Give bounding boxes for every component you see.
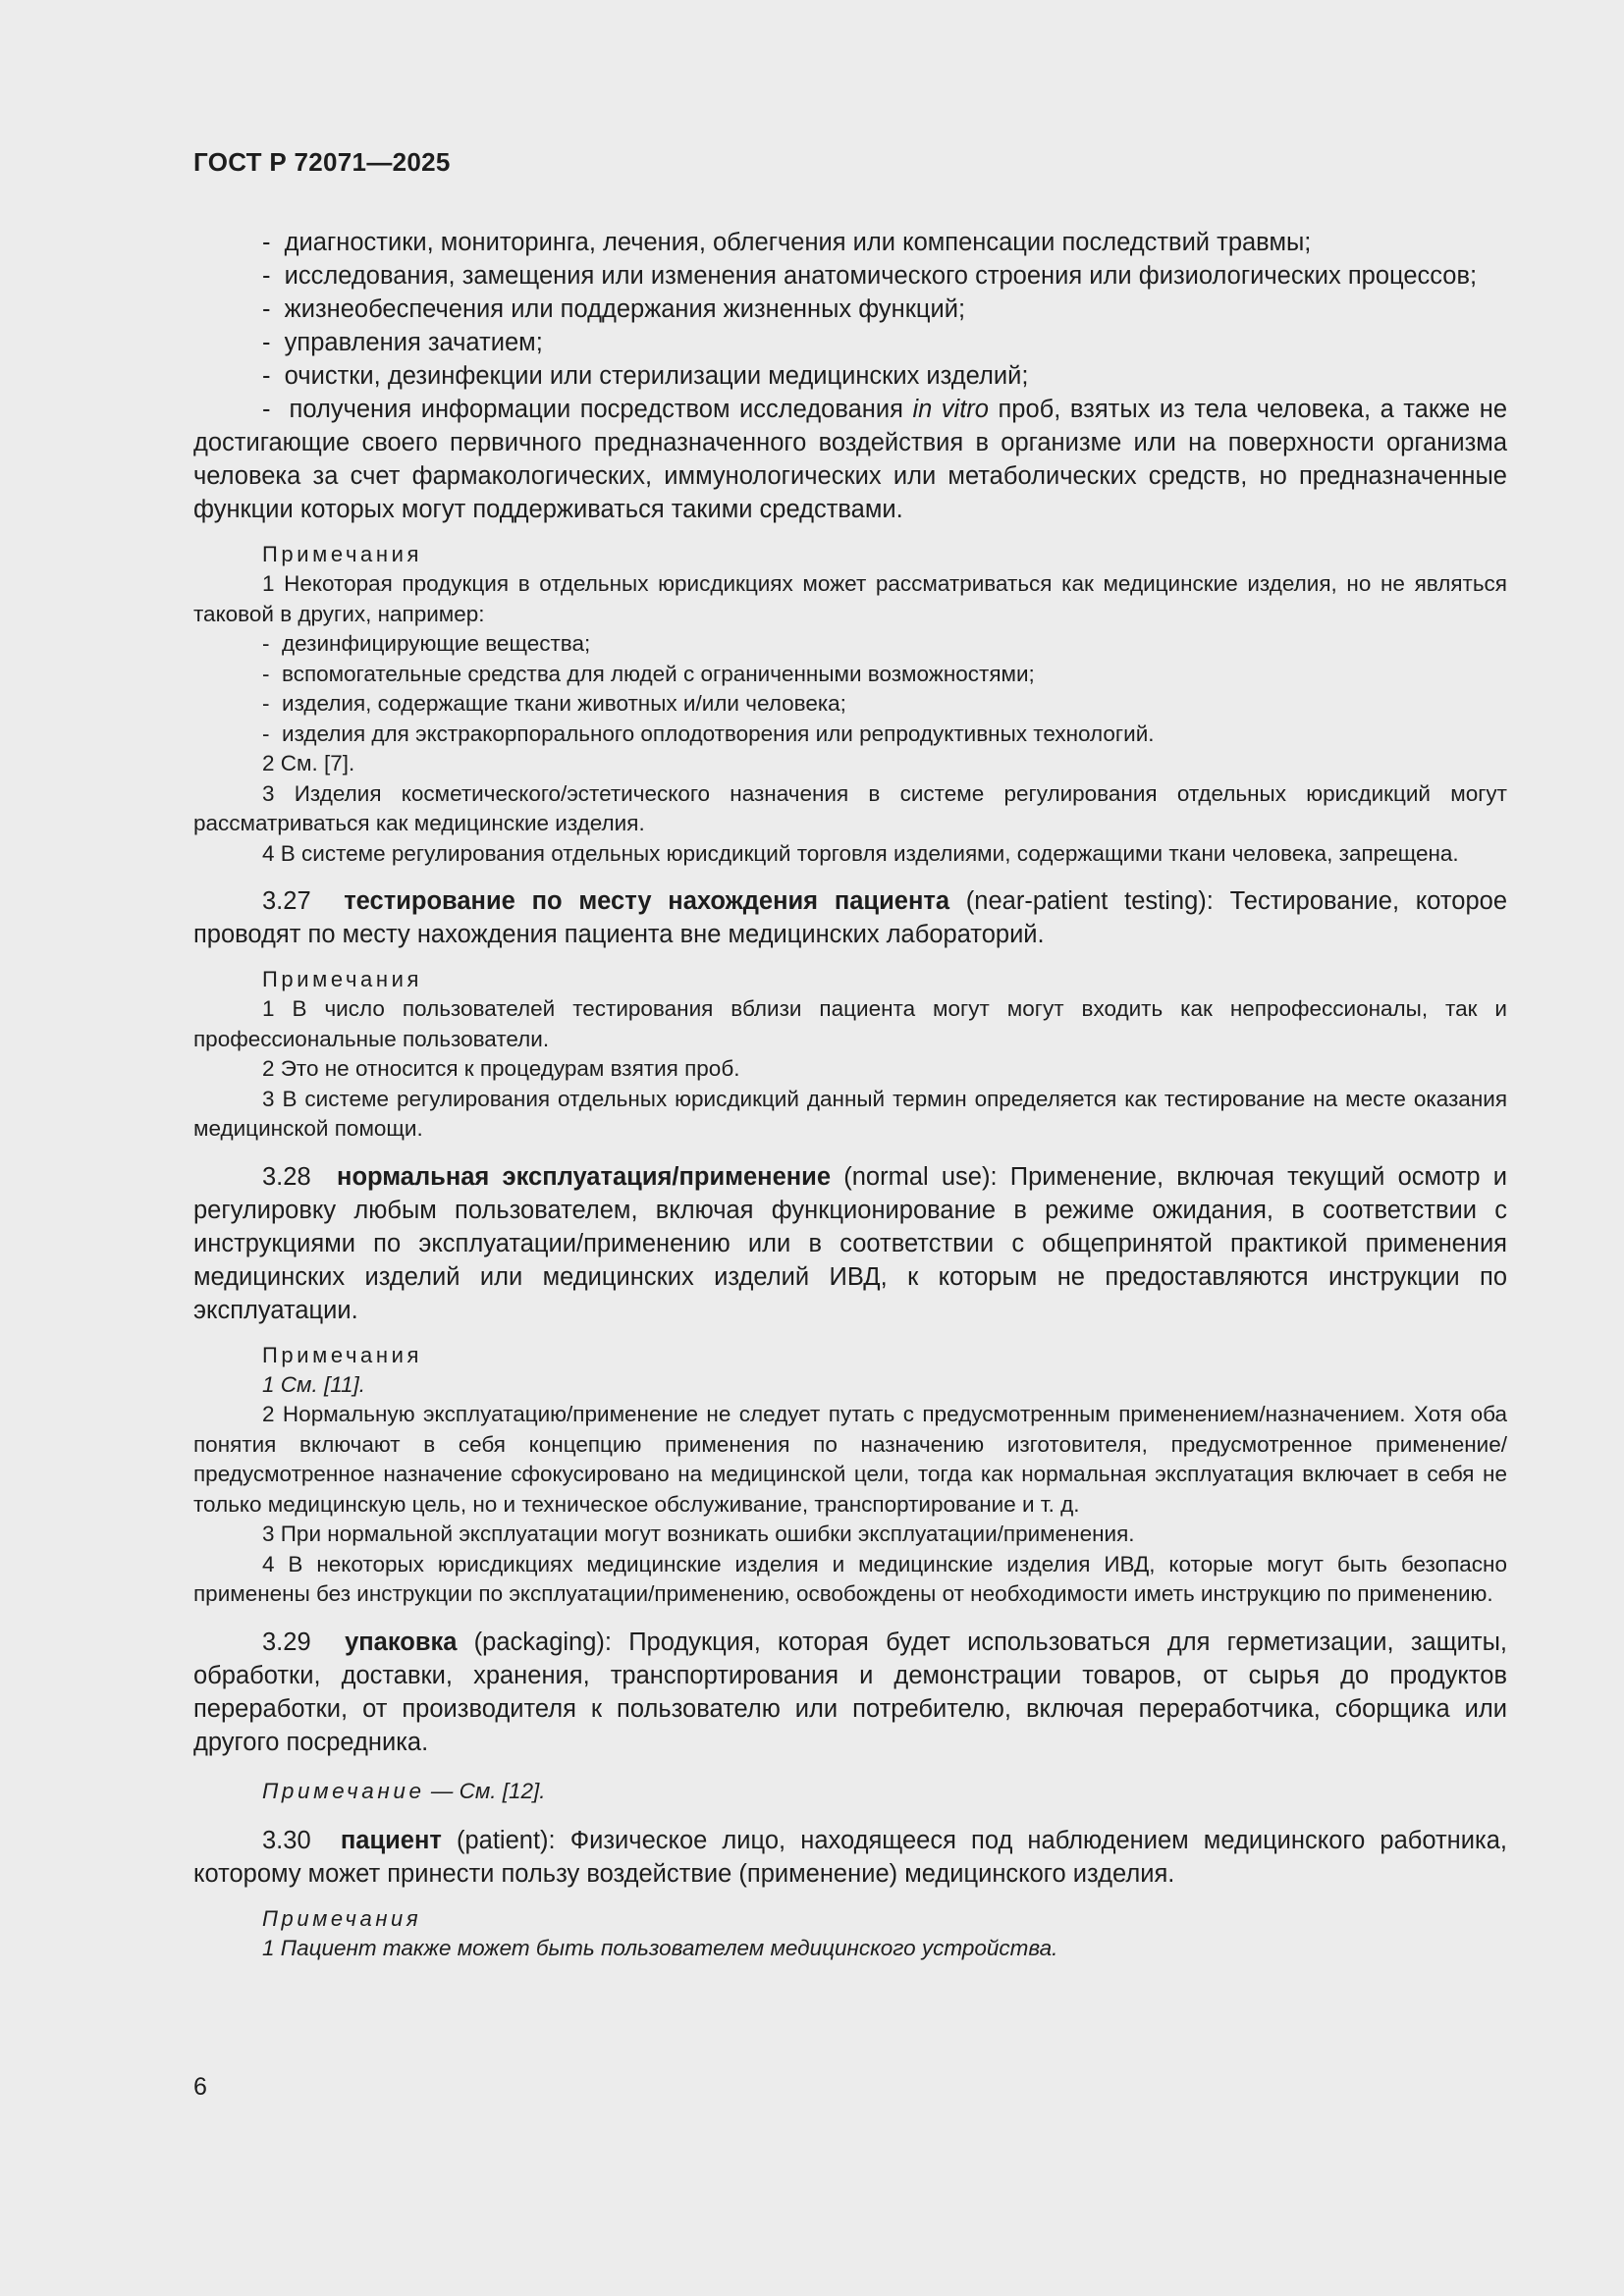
note-item: 3 В системе регулирования отдельных юрисдикций данный термин определяется как тестирование на месте оказания медицинской помощи.	[193, 1086, 1507, 1141]
list-item: - исследования, замещения или изменения анатомического строения или физиологических процессов;	[193, 259, 1507, 293]
page-content	[193, 226, 1507, 1964]
notes-block	[193, 540, 1507, 869]
term-definition: Продукция, которая будет использоваться для герметизации, защиты, обработки, доставки, хранения, транспортирования и демонстрации товаров, от сырья до продуктов переработки, от производителя к пользователю или потребителю, включая переработчика, сборщика или другого посредника.	[193, 1628, 1508, 1756]
list-item: - управления зачатием;	[193, 326, 1507, 359]
note-item: 3 Изделия косметического/эстетического назначения в системе регулирования отдельных юрисдикций могут рассматриваться как медицинские изделия.	[193, 780, 1507, 835]
term-entry-3-30	[193, 1824, 1507, 1891]
notes-heading: Примечания	[262, 542, 423, 566]
note-item: 1 В число пользователей тестирования вблизи пациента могут могут входить как непрофессионалы, так и профессиональные пользователи.	[193, 996, 1507, 1051]
page-number: 6	[193, 2073, 207, 2101]
note-item: 4 В некоторых юрисдикциях медицинские изделия и медицинские изделия ИВД, которые могут быть безопасно применены без инструкции по эксплуатации/применению, освобождены от необходимости иметь инструкцию по применению.	[193, 1551, 1507, 1606]
term-english: (packaging):	[457, 1628, 629, 1656]
list-text: проб, взятых из тела человека, а также не достигающие своего первичного предназначенного воздействия в организме или на поверхности организма человека за счет фармакологических, иммунологических или метаболических средств, но предназначенные функции которых могут поддерживаться такими средствами.	[193, 396, 1508, 523]
notes-heading: Примечания	[262, 967, 423, 991]
term-number: 3.29	[262, 1628, 311, 1656]
term-title: пациент	[340, 1827, 442, 1854]
term-entry-3-27	[193, 884, 1507, 951]
notes-heading: Примечания	[262, 1906, 422, 1931]
term-number: 3.27	[262, 887, 311, 915]
note-list-item: - вспомогательные средства для людей с ограниченными возможностями;	[193, 660, 1507, 690]
term-title: упаковка	[345, 1628, 458, 1656]
italic-term: in vitro	[912, 396, 989, 423]
note-list-item: - изделия для экстракорпорального оплодотворения или репродуктивных технологий.	[193, 720, 1507, 750]
intro-list	[193, 226, 1507, 526]
note-item: 1 См. [11].	[262, 1371, 366, 1397]
note-item: 1 Пациент также может быть пользователем медицинского устройства.	[262, 1936, 1058, 1960]
term-definition: Тестирование, которое проводят по месту нахождения пациента вне медицинских лабораторий.	[193, 887, 1507, 948]
term-english: (near-patient testing):	[949, 887, 1230, 915]
term-definition: Физическое лицо, находящееся под наблюдением медицинского работника, которому может принести пользу воздействие (применение) медицинского изделия.	[193, 1827, 1507, 1888]
term-entry-3-28	[193, 1160, 1507, 1327]
list-item: - жизнеобеспечения или поддержания жизненных функций;	[193, 293, 1507, 326]
note-item: 2 Это не относится к процедурам взятия проб.	[262, 1056, 740, 1081]
term-number: 3.28	[262, 1162, 311, 1191]
note-text: — См. [12].	[424, 1778, 546, 1803]
list-item: - очистки, дезинфекции или стерилизации медицинских изделий;	[193, 359, 1507, 393]
notes-block	[193, 965, 1507, 1145]
term-number: 3.30	[262, 1827, 311, 1854]
term-entry-3-29	[193, 1626, 1507, 1759]
term-english: (patient):	[441, 1827, 570, 1854]
note-item: 3 При нормальной эксплуатации могут возникать ошибки эксплуатации/применения.	[262, 1522, 1135, 1546]
notes-block	[193, 1341, 1507, 1610]
note-item: 4 В системе регулирования отдельных юрисдикций торговля изделиями, содержащими ткани человека, запрещена.	[262, 840, 1459, 866]
note-item: 2 См. [7].	[262, 751, 355, 775]
standard-header: ГОСТ Р 72071—2025	[193, 147, 451, 177]
term-definition: Применение, включая текущий осмотр и регулировку любым пользователем, включая функционирование в режиме ожидания, в соответствии с инструкциями по эксплуатации/применению или в соответствии с общепринятой практикой применения медицинских изделий или медицинских изделий ИВД, к которым не предоставляются инструкции по эксплуатации.	[193, 1162, 1507, 1324]
note-item: 2 Нормальную эксплуатацию/применение не следует путать с предусмотренным применением/назначением. Хотя оба понятия включают в себя концепцию применения по назначению изготовителя, предусмотренное применение/предусмотренное назначение сфокусировано на медицинской цели, тогда как нормальная эксплуатация включает в себя не только медицинскую цель, но и техническое обслуживание, транспортирование и т. д.	[193, 1402, 1507, 1517]
note-list-item: - дезинфицирующие вещества;	[193, 629, 1507, 660]
list-item: - диагностики, мониторинга, лечения, облегчения или компенсации последствий травмы;	[193, 226, 1507, 259]
notes-block	[193, 1777, 1507, 1807]
list-item	[193, 393, 1507, 526]
term-title: нормальная эксплуатация/применение	[337, 1162, 832, 1191]
notes-block	[193, 1904, 1507, 1964]
note-single	[193, 1777, 1507, 1807]
note-item: 1 Некоторая продукция в отдельных юрисдикциях может рассматриваться как медицинские изделия, но не являться таковой в других, например:	[193, 571, 1507, 626]
term-english: (normal use):	[831, 1162, 1010, 1191]
notes-heading: Примечание	[262, 1778, 425, 1803]
note-list-item: - изделия, содержащие ткани животных и/или человека;	[193, 689, 1507, 720]
term-title: тестирование по месту нахождения пациента	[344, 887, 950, 915]
notes-heading: Примечания	[262, 1342, 423, 1367]
list-text: получения информации посредством исследования	[289, 396, 913, 423]
